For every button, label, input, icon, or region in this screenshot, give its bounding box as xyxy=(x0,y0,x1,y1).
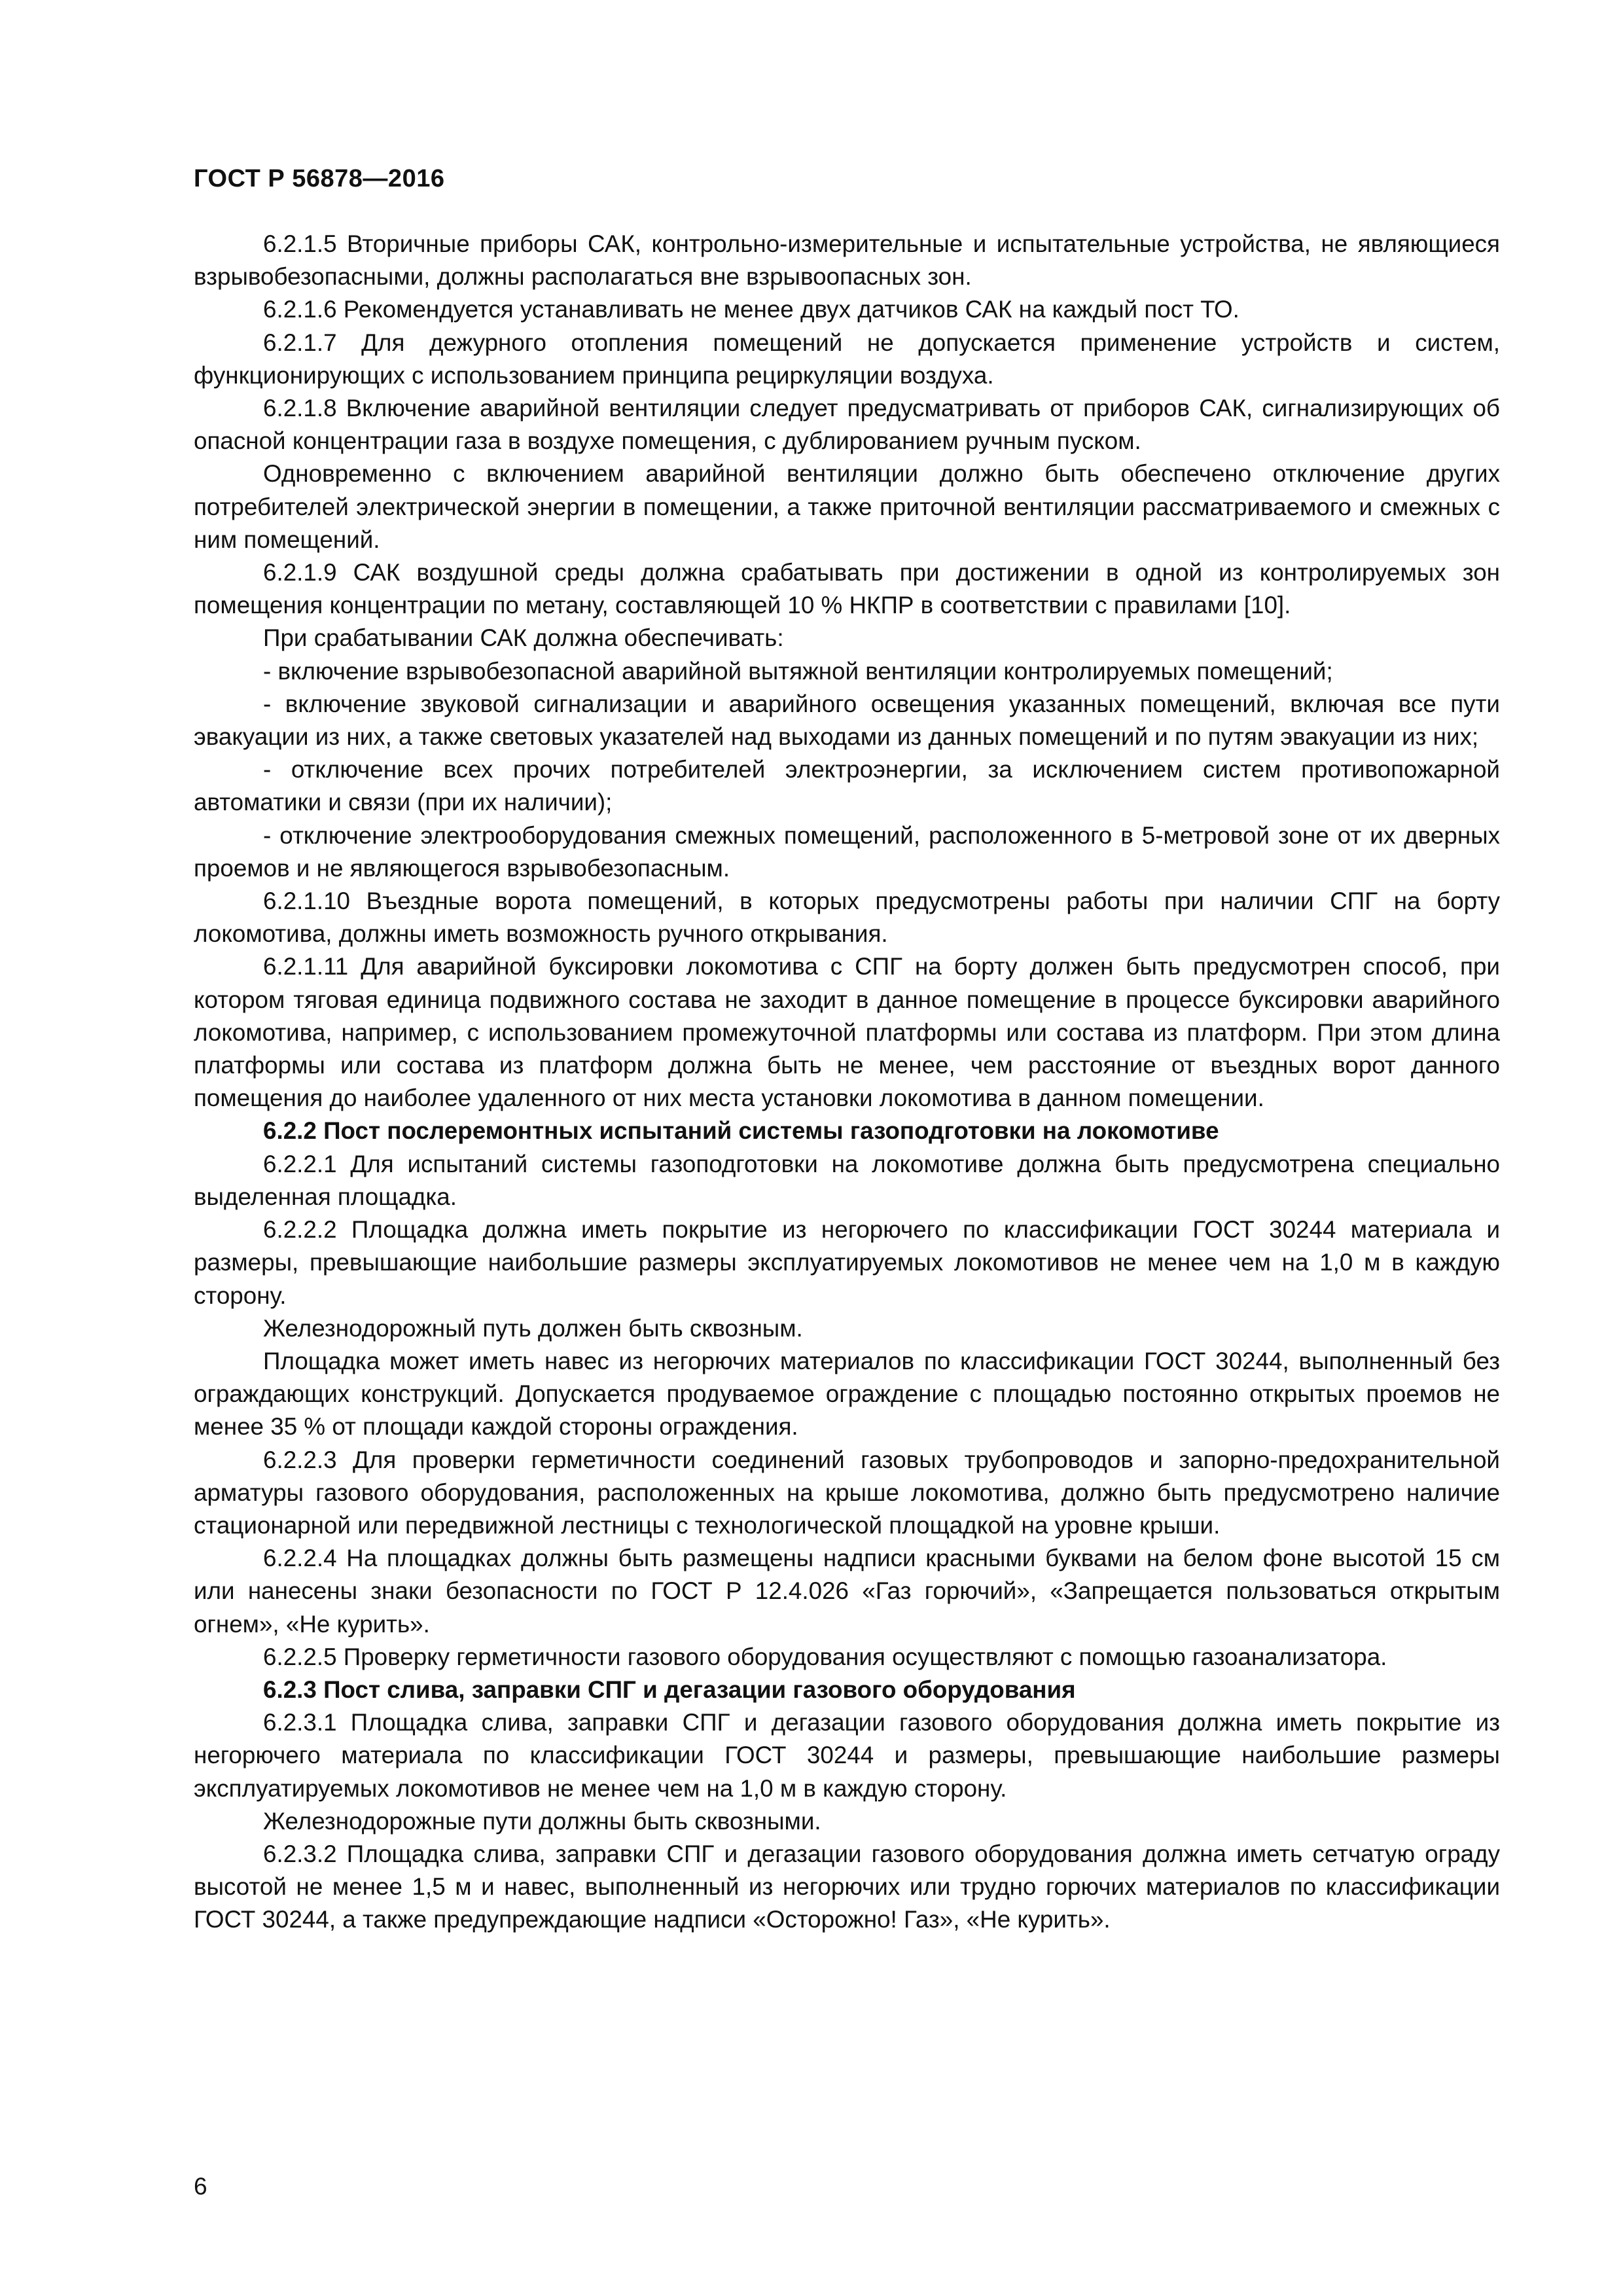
paragraph: Железнодорожный путь должен быть сквозным. xyxy=(263,1314,803,1342)
document-header: ГОСТ Р 56878—2016 xyxy=(194,165,445,192)
list-item: - отключение всех прочих потребителей электроэнергии, за исключением систем противопожарной автоматики и связи (при их наличии); xyxy=(194,756,1500,816)
list-item: - включение взрывобезопасной аварийной вытяжной вентиляции контролируемых помещений; xyxy=(263,657,1333,685)
section-heading: 6.2.3 Пост слива, заправки СПГ и дегазации газового оборудования xyxy=(263,1676,1076,1703)
paragraph: 6.2.1.8 Включение аварийной вентиляции следует предусматривать от приборов САК, сигнализирующих об опасной концентрации газа в воздухе помещения, с дублированием ручным пуском. xyxy=(194,395,1500,455)
paragraph: 6.2.1.6 Рекомендуется устанавливать не менее двух датчиков САК на каждый пост ТО. xyxy=(263,296,1240,323)
paragraph: Одновременно с включением аварийной вентиляции должно быть обеспечено отключение других потребителей электрической энергии в помещении, а также приточной вентиляции рассматриваемого и смежных с ним помещений. xyxy=(194,460,1500,553)
paragraph: 6.2.2.1 Для испытаний системы газоподготовки на локомотиве должна быть предусмотрена специально выделенная площадка. xyxy=(194,1150,1500,1210)
paragraph: При срабатывании САК должна обеспечивать: xyxy=(263,624,784,652)
paragraph: Площадка может иметь навес из негорючих материалов по классификации ГОСТ 30244, выполненный без ограждающих конструкций. Допускается продуваемое ограждение с площадью постоянно открытых проемов не менее 35 % от площади каждой стороны ограждения. xyxy=(194,1347,1500,1441)
page-number: 6 xyxy=(194,2173,207,2200)
paragraph: 6.2.2.4 На площадках должны быть размещены надписи красными буквами на белом фоне высотой 15 см или нанесены знаки безопасности по ГОСТ Р 12.4.026 «Газ горючий», «Запрещается пользоваться открытым огнем», «Не курить». xyxy=(194,1545,1500,1638)
paragraph: 6.2.3.1 Площадка слива, заправки СПГ и дегазации газового оборудования должна иметь покрытие из негорючего материала по классификации ГОСТ 30244 и размеры, превышающие наибольшие размеры эксплуатируемых локомотивов не менее чем на 1,0 м в каждую сторону. xyxy=(194,1709,1500,1802)
paragraph: 6.2.2.3 Для проверки герметичности соединений газовых трубопроводов и запорно-предохранительной арматуры газового оборудования, расположенных на крыше локомотива, должно быть предусмотрено наличие стационарной или передвижной лестницы с технологической площадкой на уровне крыши. xyxy=(194,1446,1500,1539)
paragraph: 6.2.3.2 Площадка слива, заправки СПГ и дегазации газового оборудования должна иметь сетчатую ограду высотой не менее 1,5 м и навес, выполненный из негорючих или трудно горючих материалов по классификации ГОСТ 30244, а также предупреждающие надписи «Осторожно! Газ», «Не курить». xyxy=(194,1840,1500,1933)
list-item: - включение звуковой сигнализации и аварийного освещения указанных помещений, включая все пути эвакуации из них, а также световых указателей над выходами из данных помещений и по путям эвакуации из них; xyxy=(194,690,1500,751)
paragraph: 6.2.2.5 Проверку герметичности газового оборудования осуществляют с помощью газоанализатора. xyxy=(263,1643,1387,1670)
paragraph: 6.2.1.5 Вторичные приборы САК, контрольно-измерительные и испытательные устройства, не являющиеся взрывобезопасными, должны располагаться вне взрывоопасных зон. xyxy=(194,230,1500,291)
paragraph: 6.2.1.7 Для дежурного отопления помещений не допускается применение устройств и систем, функционирующих с использованием принципа рециркуляции воздуха. xyxy=(194,329,1500,389)
paragraph: 6.2.1.10 Въездные ворота помещений, в которых предусмотрены работы при наличии СПГ на борту локомотива, должны иметь возможность ручного открывания. xyxy=(194,888,1500,948)
document-body xyxy=(194,228,1500,1937)
section-heading: 6.2.2 Пост послеремонтных испытаний системы газоподготовки на локомотиве xyxy=(263,1117,1219,1145)
paragraph: 6.2.1.9 САК воздушной среды должна срабатывать при достижении в одной из контролируемых зон помещения концентрации по метану, составляющей 10 % НКПР в соответствии с правилами [10]. xyxy=(194,559,1500,619)
paragraph: 6.2.2.2 Площадка должна иметь покрытие из негорючего по классификации ГОСТ 30244 материала и размеры, превышающие наибольшие размеры эксплуатируемых локомотивов не менее чем на 1,0 м в каждую сторону. xyxy=(194,1216,1500,1309)
paragraph: 6.2.1.11 Для аварийной буксировки локомотива с СПГ на борту должен быть предусмотрен способ, при котором тяговая единица подвижного состава не заходит в данное помещение в процессе буксировки аварийного локомотива, например, с использованием промежуточной платформы или состава из платформ. При этом длина платформы или состава из платформ должна быть не менее, чем расстояние от въездных ворот данного помещения до наиболее удаленного от них места установки локомотива в данном помещении. xyxy=(194,953,1500,1112)
list-item: - отключение электрооборудования смежных помещений, расположенного в 5-метровой зоне от их дверных проемов и не являющегося взрывобезопасным. xyxy=(194,821,1500,882)
paragraph: Железнодорожные пути должны быть сквозными. xyxy=(263,1807,821,1835)
